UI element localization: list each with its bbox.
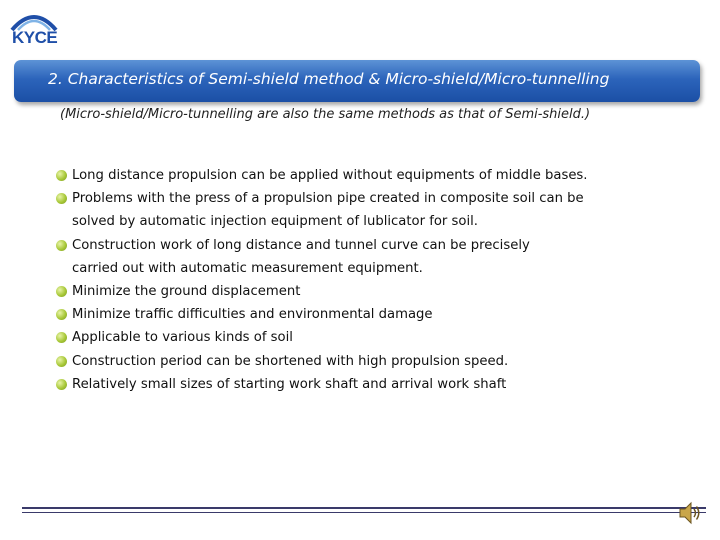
bullet-item — [56, 326, 686, 349]
bullet-list — [56, 164, 686, 396]
bullet-line: carried out with automatic measurement equipment. — [72, 260, 423, 276]
speaker-icon[interactable] — [678, 500, 702, 526]
slide-title: 2. Characteristics of Semi-shield method & Micro-shield/Micro-tunnelling — [48, 70, 610, 88]
footer-divider-thick — [22, 507, 706, 509]
bullet-line: Relatively small sizes of starting work shaft and arrival work shaft — [72, 376, 507, 392]
footer-divider-thin — [22, 512, 706, 513]
bullet-dot-icon — [56, 379, 67, 390]
logo-text: KYCE — [12, 28, 58, 47]
bullet-dot-icon — [56, 309, 67, 320]
bullet-dot-icon — [56, 286, 67, 297]
bullet-item — [56, 373, 686, 396]
bullet-line: Minimize the ground displacement — [72, 284, 301, 300]
slide-subtitle: (Micro-shield/Micro-tunnelling are also the same methods as that of Semi-shield.) — [60, 107, 591, 122]
bullet-item — [56, 280, 686, 303]
bullet-line: Applicable to various kinds of soil — [72, 330, 293, 346]
bullet-line: Construction work of long distance and tunnel curve can be precisely — [72, 237, 530, 253]
bullet-line: Long distance propulsion can be applied without equipments of middle bases. — [72, 168, 588, 183]
bullet-line: solved by automatic injection equipment of lublicator for soil. — [72, 214, 478, 230]
bullet-item — [56, 303, 686, 326]
bullet-dot-icon — [56, 240, 67, 251]
bullet-dot-icon — [56, 170, 67, 181]
bullet-dot-icon — [56, 356, 67, 367]
bullet-dot-icon — [56, 332, 67, 343]
bullet-item — [56, 350, 686, 373]
bullet-line: Problems with the press of a propulsion pipe created in composite soil can be — [72, 191, 584, 207]
bullet-item — [56, 234, 686, 280]
bullet-dot-icon — [56, 193, 67, 204]
bullet-item — [56, 164, 686, 187]
bullet-line: Minimize traffic difficulties and environmental damage — [72, 307, 433, 323]
bullet-item — [56, 187, 686, 233]
bullet-line: Construction period can be shortened with high propulsion speed. — [72, 353, 509, 369]
kyce-logo — [8, 8, 60, 48]
